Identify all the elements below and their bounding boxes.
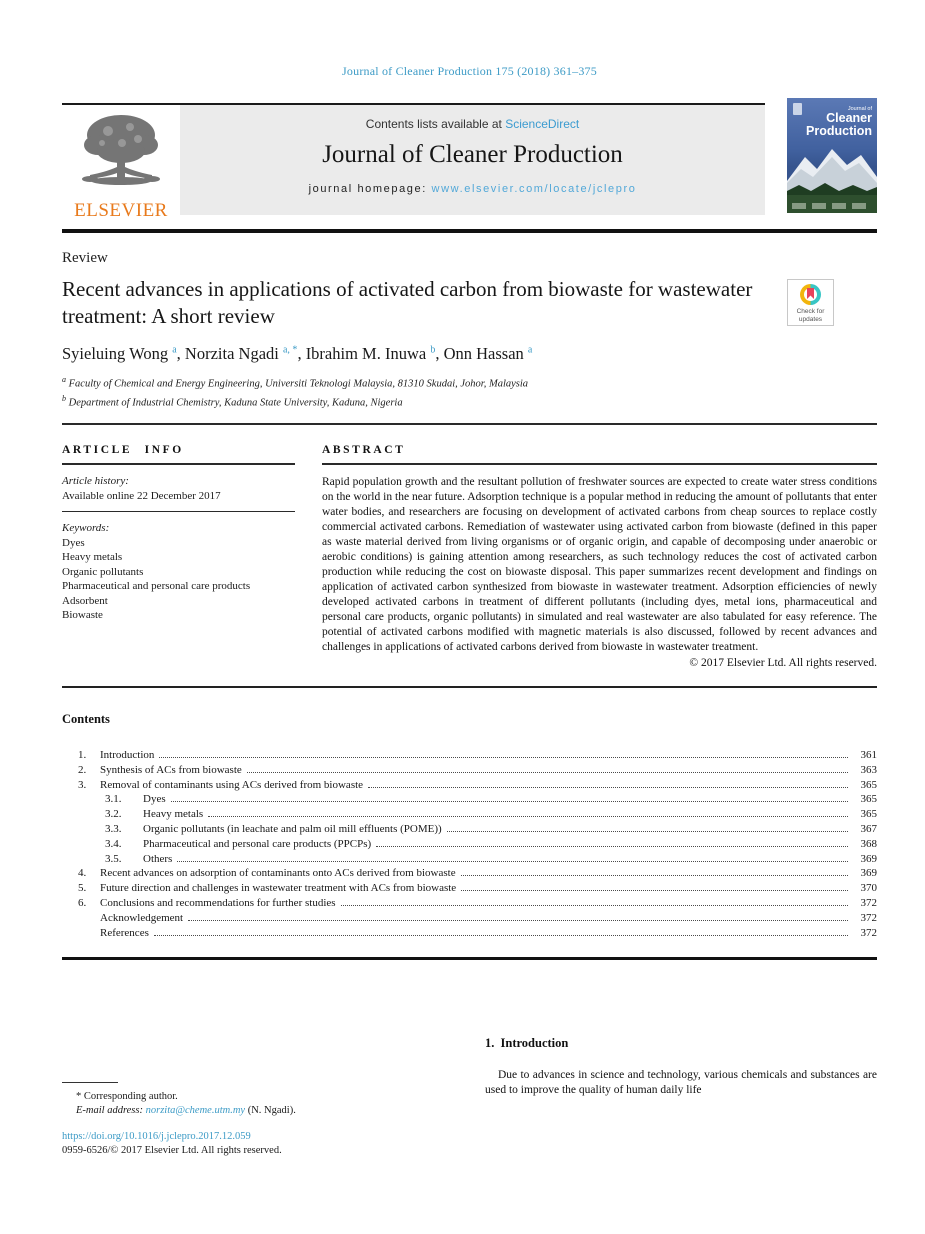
toc-page-number: 363 [860, 763, 877, 776]
keyword: Biowaste [62, 609, 103, 621]
toc-entry[interactable] [62, 748, 877, 763]
toc-entry[interactable] [62, 866, 877, 881]
keyword: Adsorbent [62, 594, 108, 607]
footnote-divider [62, 1082, 118, 1083]
author-separator: , [176, 344, 185, 363]
toc-number: 6. [78, 896, 87, 909]
toc-dot-leader [368, 787, 848, 788]
toc-dot-leader [247, 772, 848, 773]
masthead [62, 103, 877, 222]
keyword: Dyes [62, 536, 85, 549]
cover-title-line1: Cleaner [826, 111, 872, 125]
toc-label: Pharmaceutical and personal care products (PPCPs) [143, 837, 372, 850]
toc-label: Recent advances on adsorption of contaminants onto ACs derived from biowaste [100, 867, 456, 880]
affiliations [62, 373, 877, 410]
toc-label: Others [143, 852, 173, 865]
toc-label: Acknowledgement [100, 911, 184, 924]
author-separator: , [435, 344, 444, 363]
abstract-heading: ABSTRACT [322, 444, 406, 456]
toc-page-number: 365 [860, 808, 877, 821]
abstract-rule [322, 463, 877, 465]
cover-title-line2: Production [806, 124, 872, 138]
toc-number: 3.4. [105, 837, 122, 850]
toc-entry[interactable] [62, 778, 877, 793]
section-heading-introduction: 1. Introduction [485, 1036, 569, 1050]
article-history-label: Article history: [62, 475, 129, 487]
author-separator: , [297, 344, 306, 363]
keywords-list [62, 536, 295, 623]
abstract-column [322, 444, 877, 669]
toc-dot-leader [208, 816, 848, 817]
email-line [62, 1104, 440, 1118]
elsevier-tree-icon [78, 109, 164, 198]
table-of-contents [62, 748, 877, 940]
title-block-divider [62, 423, 877, 425]
toc-label: Conclusions and recommendations for further studies [100, 896, 336, 909]
check-updates-icon [800, 284, 821, 305]
toc-page-number: 365 [860, 793, 877, 806]
elsevier-logo[interactable] [62, 105, 180, 222]
toc-dot-leader [461, 875, 848, 876]
author-affiliation-sup[interactable]: a [172, 344, 177, 356]
toc-label: Heavy metals [143, 808, 204, 821]
toc-entry[interactable] [62, 822, 877, 837]
toc-entry[interactable] [62, 763, 877, 778]
toc-entry[interactable] [62, 911, 877, 926]
affiliation [62, 373, 877, 392]
cover-emblem-icon [793, 103, 802, 115]
author-name: Syieluing Wong [62, 344, 169, 363]
journal-cover[interactable] [787, 98, 877, 213]
author-affiliation-sup[interactable]: b [430, 344, 436, 356]
toc-dot-leader [171, 801, 848, 802]
homepage-link[interactable]: www.elsevier.com/locate/jclepro [431, 183, 637, 195]
affiliation-text: Department of Industrial Chemistry, Kaduna State University, Kaduna, Nigeria [66, 397, 403, 408]
toc-dot-leader [376, 846, 848, 847]
toc-label: Dyes [143, 793, 166, 806]
toc-dot-leader [177, 861, 848, 862]
cover-title [806, 112, 872, 138]
homepage-prefix: journal homepage: [308, 183, 432, 195]
toc-label: Synthesis of ACs from biowaste [100, 763, 242, 776]
toc-page-number: 367 [860, 822, 877, 835]
email-label: E-mail address: [76, 1104, 146, 1116]
elsevier-wordmark: ELSEVIER [74, 200, 168, 221]
toc-number: 4. [78, 867, 87, 880]
check-updates-label [797, 308, 825, 323]
author[interactable] [306, 344, 444, 363]
contents-heading: Contents [62, 712, 110, 726]
author-name: Norzita Ngadi [184, 344, 279, 363]
author-name: Onn Hassan [443, 344, 524, 363]
author[interactable] [62, 344, 185, 363]
journal-title: Journal of Cleaner Production [322, 141, 623, 168]
toc-label: References [100, 926, 149, 939]
footnotes [62, 1082, 440, 1117]
cover-footer-decoration [792, 203, 872, 209]
contents-prefix: Contents lists available at [365, 117, 506, 131]
toc-page-number: 369 [860, 867, 877, 880]
journal-citation[interactable]: Journal of Cleaner Production 175 (2018) 361–375 [342, 64, 597, 78]
email-suffix: (N. Ngadi). [245, 1104, 296, 1116]
issn-copyright-line: 0959-6526/© 2017 Elsevier Ltd. All rights reserved. [62, 1145, 282, 1156]
keyword: Pharmaceutical and personal care products [62, 580, 251, 592]
toc-page-number: 365 [860, 778, 877, 791]
toc-number: 3. [78, 778, 87, 791]
keyword: Heavy metals [62, 551, 123, 563]
toc-number: 2. [78, 763, 87, 776]
affiliation-sup: b [62, 393, 66, 403]
toc-number: 3.1. [105, 793, 122, 806]
toc-label: Removal of contaminants using ACs derived from biowaste [100, 778, 364, 791]
check-updates-line2: updates [798, 315, 823, 323]
affiliation-sup: a [62, 375, 66, 384]
toc-dot-leader [188, 920, 848, 921]
sciencedirect-link[interactable]: ScienceDirect [505, 117, 580, 131]
affiliation [62, 392, 877, 411]
toc-entry[interactable] [62, 852, 877, 867]
abstract-text: Rapid population growth and the resultant pollution of freshwater sources are expected to create water stress conditions on the world in the near future. Adsorption technique is a popular method in reducing the amount of pollutants that enter water bodies, and researchers are focusing on development of activated carbons from cheap sources to replace costly commercial activated carbons. Remediation of wastewater using activated carbon from biowaste (defined in this paper as waste material derived from living organisms or of organic origin, and capable of decomposing under anaerobic or aerobic conditions) is gaining attention among researchers, as such technology reduces the cost of activated carbon production while reducing the cost on biowaste disposal. This paper summarizes recent development and findings on application of activated carbon synthesized from biowaste in wastewater treatment. Adsorption efficiencies of newly developed activated carbons in treatment of different pollutants (including dyes, metal ions, pharmaceutical and personal care products, organic pollutants) in simulated and real wastewater are also tabulated for easy reference. The potential of activated carbons modified with magnetic materials is also discussed, followed by recent advances and challenges in applications of activated carbons derived from biowaste in wastewater treatment. [322, 476, 877, 653]
intro-paragraph: Due to advances in science and technology, various chemicals and substances are used to improve the quality of human daily life [485, 1069, 877, 1096]
introduction-section [485, 1036, 877, 1098]
corresponding-author-note: * Corresponding author. [76, 1091, 178, 1102]
article-info-rule-2 [62, 511, 295, 512]
toc-dot-leader [154, 935, 848, 936]
toc-entry[interactable] [62, 792, 877, 807]
check-updates-badge[interactable] [787, 279, 834, 326]
article-title: Recent advances in applications of activated carbon from biowaste for wastewater treatment: A short review [62, 277, 753, 328]
toc-page-number: 368 [860, 837, 877, 850]
toc-label: Future direction and challenges in wastewater treatment with ACs from biowaste [100, 882, 457, 895]
toc-dot-leader [447, 831, 848, 832]
toc-number: 3.3. [105, 822, 122, 835]
imprint-block [62, 1130, 282, 1158]
toc-entry[interactable] [62, 881, 877, 896]
abstract-bottom-divider [62, 686, 877, 688]
article-type-label: Review [62, 250, 108, 266]
cover-journal-of: Journal of [847, 106, 872, 112]
toc-page-number: 372 [860, 911, 877, 924]
toc-label: Organic pollutants (in leachate and palm oil mill effluents (POME)) [143, 822, 442, 835]
toc-label: Introduction [100, 749, 155, 761]
toc-page-number: 370 [860, 882, 877, 895]
toc-page-number: 372 [860, 896, 877, 909]
toc-number: 3.2. [105, 808, 122, 821]
toc-dot-leader [461, 890, 848, 891]
author-affiliation-sup[interactable]: a, * [282, 344, 298, 356]
toc-dot-leader [341, 905, 848, 906]
toc-entry[interactable] [62, 807, 877, 822]
author[interactable] [444, 344, 533, 363]
doi-link[interactable]: https://doi.org/10.1016/j.jclepro.2017.12.059 [62, 1131, 251, 1142]
homepage-line [180, 183, 765, 195]
toc-number: 3.5. [105, 852, 122, 865]
toc-page-number: 372 [860, 926, 877, 939]
article-info-column [62, 444, 295, 669]
toc-number: 5. [78, 882, 87, 895]
article-history-value: Available online 22 December 2017 [62, 489, 221, 502]
masthead-center [180, 105, 765, 215]
author-affiliation-sup[interactable]: a [527, 344, 533, 356]
contents-available-line [180, 117, 765, 131]
author[interactable] [185, 344, 306, 363]
article-info-heading: ARTICLE INFO [62, 444, 184, 456]
check-updates-line1: Check for [796, 308, 825, 315]
toc-entry[interactable] [62, 837, 877, 852]
keyword: Organic pollutants [62, 565, 144, 578]
toc-entry[interactable] [62, 926, 877, 941]
email-link[interactable]: norzita@cheme.utm.my [145, 1104, 246, 1116]
toc-dot-leader [159, 757, 848, 758]
toc-page-number: 369 [860, 852, 877, 865]
affiliation-text: Faculty of Chemical and Energy Engineering, Universiti Teknologi Malaysia, 81310 Skudai, Johor, Malaysia [66, 378, 529, 390]
authors-line [62, 344, 877, 364]
contents-bottom-divider [62, 957, 877, 960]
toc-page-number: 361 [860, 749, 877, 761]
toc-entry[interactable] [62, 896, 877, 911]
author-name: Ibrahim M. Inuwa [305, 344, 427, 363]
article-info-rule [62, 463, 295, 465]
toc-number: 1. [78, 749, 87, 761]
masthead-divider [62, 229, 877, 233]
keywords-label: Keywords: [62, 522, 110, 534]
copyright-line: © 2017 Elsevier Ltd. All rights reserved. [689, 657, 877, 669]
